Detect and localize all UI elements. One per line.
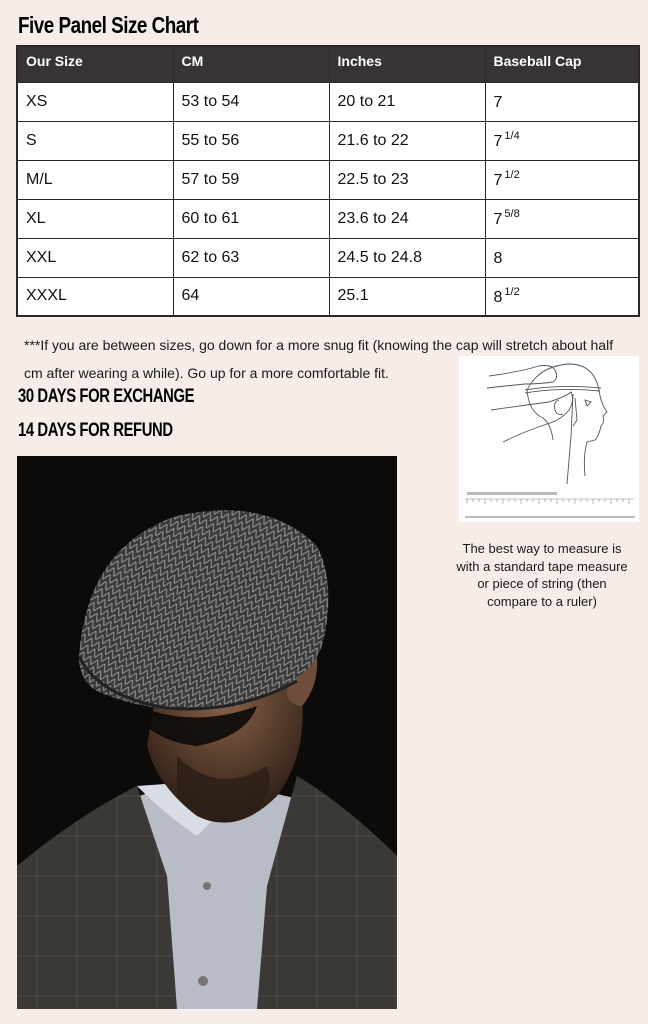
cell-inches: 21.6 to 22 xyxy=(329,121,485,160)
table-row xyxy=(17,199,639,238)
cell-cap xyxy=(485,199,639,238)
man-in-newsboy-cap-image xyxy=(17,456,397,1009)
cap-fraction: 1/4 xyxy=(504,130,520,142)
cell-inches: 24.5 to 24.8 xyxy=(329,238,485,277)
cell-cap xyxy=(485,160,639,199)
model-photo xyxy=(17,456,397,1009)
cell-inches: 25.1 xyxy=(329,277,485,316)
cell-inches: 20 to 21 xyxy=(329,82,485,121)
cell-cm: 60 to 61 xyxy=(173,199,329,238)
cell-cap xyxy=(485,277,639,316)
cell-cm: 53 to 54 xyxy=(173,82,329,121)
cap-fraction: 1/2 xyxy=(504,285,520,298)
table-row xyxy=(17,121,639,160)
refund-policy: 14 DAYS FOR REFUND xyxy=(18,420,173,441)
cell-cap xyxy=(485,82,639,121)
measure-caption: The best way to measure is with a standard tape measure or piece of string (then compare to a ruler) xyxy=(456,541,628,609)
size-chart-table xyxy=(16,45,640,317)
cell-size: XL xyxy=(17,199,173,238)
cell-size: XS xyxy=(17,82,173,121)
cap-fraction: 5/8 xyxy=(504,208,520,220)
header-our-size: Our Size xyxy=(17,46,173,82)
table-row xyxy=(17,277,639,316)
header-inches: Inches xyxy=(329,46,485,82)
ruler-bar xyxy=(467,492,557,495)
cell-cm: 62 to 63 xyxy=(173,238,329,277)
header-baseball-cap: Baseball Cap xyxy=(485,46,639,82)
cap-whole: 8 xyxy=(493,250,503,267)
table-row xyxy=(17,160,639,199)
cap-whole: 7 xyxy=(493,133,503,150)
table-row xyxy=(17,82,639,121)
cell-inches: 23.6 to 24 xyxy=(329,199,485,238)
cell-size: S xyxy=(17,121,173,160)
cell-inches: 22.5 to 23 xyxy=(329,160,485,199)
page-title: Five Panel Size Chart xyxy=(18,12,199,38)
cap-whole: 7 xyxy=(493,94,503,111)
head-measurement-illustration xyxy=(459,356,639,522)
cap-whole: 7 xyxy=(493,211,503,228)
exchange-policy: 30 DAYS FOR EXCHANGE xyxy=(18,386,195,407)
cell-size: XXL xyxy=(17,238,173,277)
cap-whole: 8 xyxy=(493,288,503,306)
table-header-row xyxy=(17,46,639,82)
cell-cap xyxy=(485,238,639,277)
cell-cm: 57 to 59 xyxy=(173,160,329,199)
cell-size: M/L xyxy=(17,160,173,199)
cap-fraction: 1/2 xyxy=(504,169,520,181)
cell-cm: 64 xyxy=(173,277,329,316)
header-cm: CM xyxy=(173,46,329,82)
cell-size: XXXL xyxy=(17,277,173,316)
head-measure-icon xyxy=(459,356,639,522)
sizing-note: ***If you are between sizes, go down for a more snug fit (knowing the cap will stretch about half cm after wearing a while). Go up for a more comfortable fit. xyxy=(24,337,614,381)
cap-whole: 7 xyxy=(493,172,503,189)
cell-cm: 55 to 56 xyxy=(173,121,329,160)
table-row xyxy=(17,238,639,277)
cell-cap xyxy=(485,121,639,160)
